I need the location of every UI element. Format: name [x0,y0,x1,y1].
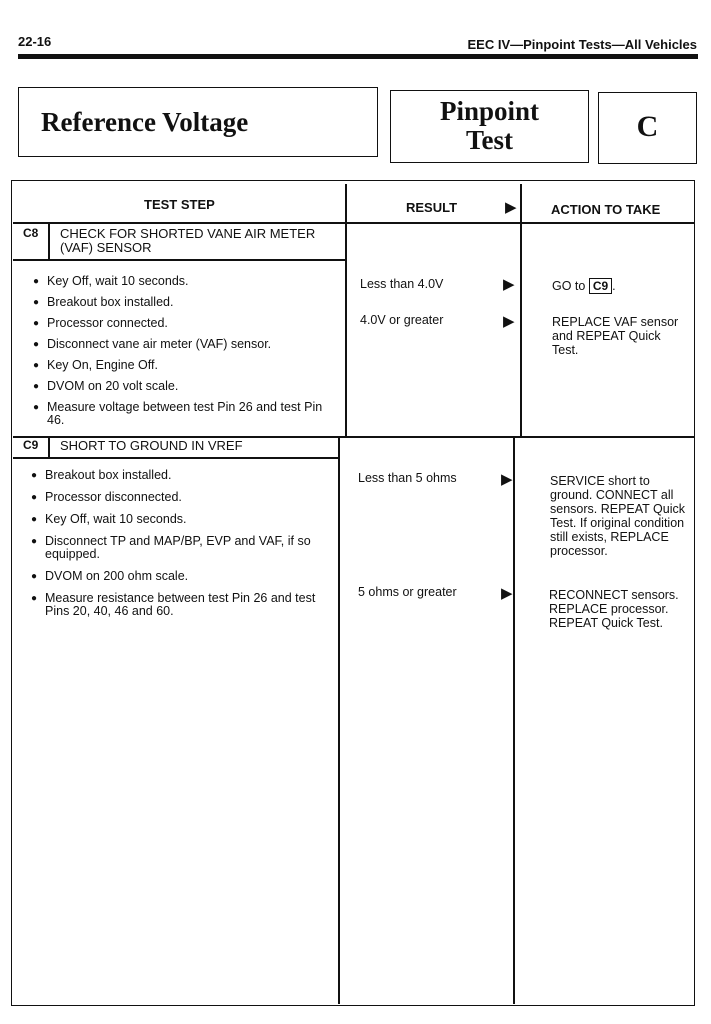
step-bullet: ● Disconnect vane air meter (VAF) sensor. [33,338,333,351]
step-bullet: ● Breakout box installed. [31,469,331,482]
step-bullet: ● Processor disconnected. [31,491,331,504]
action-text [552,278,616,294]
running-title: EEC IV—Pinpoint Tests—All Vehicles [467,37,697,52]
step-bullet: ● Measure resistance between test Pin 26 and test Pins 20, 40, 46 and 60. [31,592,331,618]
arrow-icon: ▶ [505,199,517,216]
title-box [18,87,378,157]
page-number: 22-16 [18,34,52,49]
step-bullet: ● Disconnect TP and MAP/BP, EVP and VAF, if so equipped. [31,535,331,561]
action-suffix: . [612,279,616,293]
step-code: C8 [23,226,39,240]
step-bullet: ● Key On, Engine Off. [33,359,333,372]
arrow-icon: ▶ [501,585,513,602]
arrow-icon: ▶ [503,276,515,293]
c9-code-divider [48,436,50,457]
step-c8-bullets [33,275,333,427]
step-bullet: ● Processor connected. [33,317,333,330]
col-divider-result-lower [513,438,515,1004]
result-value: 5 ohms or greater [358,585,457,599]
action-text: SERVICE short to ground. CONNECT all sensors. REPEAT Quick Test. If original condition still exists, REPLACE processor. [550,474,685,558]
test-code: C [636,110,659,143]
step-code: C9 [23,438,39,452]
result-value: Less than 4.0V [360,277,444,291]
step-title: CHECK FOR SHORTED VANE AIR METER (VAF) SENSOR [60,226,316,255]
col-header-test-step: TEST STEP [144,197,215,212]
c8-title-rule [13,259,345,261]
step-bullet: ● Measure voltage between test Pin 26 and test Pin 46. [33,401,333,427]
header-rule [18,54,698,59]
result-value: 4.0V or greater [360,313,444,327]
pinpoint-test-box [390,90,589,163]
c8-code-divider [48,222,50,259]
test-code-box [598,92,697,164]
step-bullet: ● DVOM on 200 ohm scale. [31,570,331,583]
test-label: Test [465,125,513,155]
col-header-action: ACTION TO TAKE [551,202,661,217]
step-title: SHORT TO GROUND IN VREF [60,438,243,453]
pinpoint-label: Pinpoint [439,96,540,126]
page-title: Reference Voltage [41,107,249,137]
step-bullet: ● Breakout box installed. [33,296,333,309]
header-row-rule [13,222,695,224]
step-bullet: ● Key Off, wait 10 seconds. [33,275,333,288]
step-c9-bullets [31,469,331,618]
arrow-icon: ▶ [501,471,513,488]
c9-title-rule [13,457,340,459]
step-bullet: ● Key Off, wait 10 seconds. [31,513,331,526]
result-value: Less than 5 ohms [358,471,457,485]
col-header-result: RESULT [406,200,458,215]
action-prefix: GO to [552,279,586,293]
step-bullet: ● DVOM on 20 volt scale. [33,380,333,393]
arrow-icon: ▶ [503,313,515,330]
col-divider-step-lower [338,436,340,1004]
action-text: REPLACE VAF sensor and REPEAT Quick Test. [552,315,679,357]
goto-step-code: C9 [589,278,612,294]
action-text: RECONNECT sensors. REPLACE processor. REPEAT Quick Test. [549,588,679,630]
